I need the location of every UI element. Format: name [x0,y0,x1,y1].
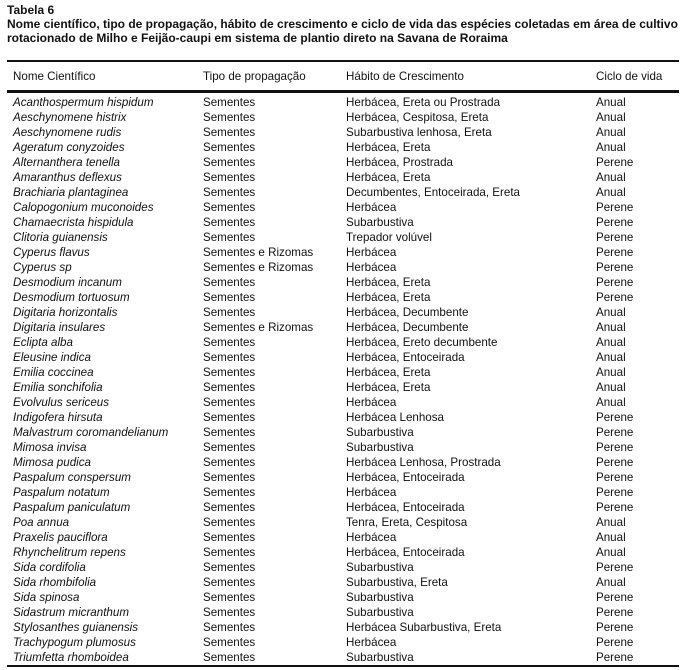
cell-life-cycle: Perene [596,156,634,169]
cell-growth-habit: Herbácea, Prostrada [346,156,453,169]
cell-propagation: Sementes [203,501,256,514]
table-row [7,530,679,545]
cell-life-cycle: Anual [596,186,626,199]
cell-propagation: Sementes e Rizomas [203,246,314,259]
cell-growth-habit: Herbácea, Ereta [346,366,431,379]
species-table-container [7,60,679,667]
table-row [7,590,679,605]
cell-propagation: Sementes [203,411,256,424]
cell-propagation: Sementes [203,306,256,319]
header-growth-habit: Hábito de Crescimento [346,69,464,83]
cell-growth-habit: Herbácea, Entoceirada [346,471,465,484]
header-row [7,62,679,90]
cell-growth-habit: Decumbentes, Entoceirada, Ereta [346,186,521,199]
cell-growth-habit: Subarbustiva [346,426,414,439]
cell-propagation: Sementes [203,561,256,574]
cell-growth-habit: Herbácea, Ereta [346,141,431,154]
cell-scientific-name: Triumfetta rhomboidea [13,651,129,664]
cell-life-cycle: Perene [596,426,634,439]
header-scientific-name: Nome Científico [13,69,96,83]
cell-propagation: Sementes [203,456,256,469]
cell-propagation: Sementes e Rizomas [203,261,314,274]
cell-growth-habit: Herbácea Lenhosa [346,411,444,424]
cell-propagation: Sementes [203,216,256,229]
cell-scientific-name: Clitoria guianensis [13,231,108,244]
cell-life-cycle: Anual [596,111,626,124]
cell-life-cycle: Perene [596,411,634,424]
cell-propagation: Sementes [203,276,256,289]
table-label: Tabela 6 [7,3,55,17]
table-row [7,305,679,320]
cell-growth-habit: Herbácea [346,246,397,259]
table-row [7,545,679,560]
table-row [7,470,679,485]
species-table [7,62,679,665]
cell-propagation: Sementes [203,186,256,199]
cell-scientific-name: Paspalum notatum [13,486,110,499]
cell-propagation: Sementes [203,171,256,184]
cell-scientific-name: Mimosa invisa [13,441,87,454]
cell-life-cycle: Anual [596,396,626,409]
table-row [7,395,679,410]
cell-life-cycle: Anual [596,381,626,394]
cell-life-cycle: Anual [596,126,626,139]
table-row [7,335,679,350]
cell-scientific-name: Emilia coccinea [13,366,94,379]
cell-life-cycle: Perene [596,216,634,229]
cell-life-cycle: Anual [596,516,626,529]
table-row [7,350,679,365]
cell-propagation: Sementes e Rizomas [203,321,314,334]
cell-life-cycle: Perene [596,561,634,574]
cell-scientific-name: Cyperus flavus [13,246,90,259]
cell-scientific-name: Digitaria insulares [13,321,106,334]
cell-scientific-name: Poa annua [13,516,70,529]
cell-growth-habit: Herbácea, Ereta [346,276,431,289]
table-row [7,515,679,530]
cell-propagation: Sementes [203,636,256,649]
cell-propagation: Sementes [203,291,256,304]
cell-scientific-name: Paspalum paniculatum [13,501,131,514]
cell-scientific-name: Aeschynomene histrix [13,111,127,124]
cell-life-cycle: Perene [596,441,634,454]
cell-scientific-name: Malvastrum coromandelianum [13,426,169,439]
cell-scientific-name: Stylosanthes guianensis [13,621,139,634]
cell-life-cycle: Anual [596,306,626,319]
cell-life-cycle: Perene [596,471,634,484]
cell-propagation: Sementes [203,621,256,634]
cell-growth-habit: Herbácea [346,636,397,649]
cell-growth-habit: Herbácea [346,531,397,544]
cell-scientific-name: Emilia sonchifolia [13,381,103,394]
cell-life-cycle: Anual [596,141,626,154]
table-row [7,290,679,305]
cell-scientific-name: Acanthospermum hispidum [13,96,154,109]
cell-propagation: Sementes [203,141,256,154]
cell-scientific-name: Calopogonium muconoides [13,201,154,214]
cell-propagation: Sementes [203,126,256,139]
table-title: Nome científico, tipo de propagação, hábito de crescimento e ciclo de vida das espécies coletadas em área de cultivo rotacionado de Milho e Feijão-caupi em sistema de plantio direto na Savana de Roraima [7,17,678,45]
cell-scientific-name: Amaranthus deflexus [13,171,122,184]
cell-growth-habit: Tenra, Ereta, Cespitosa [346,516,468,529]
cell-scientific-name: Mimosa pudica [13,456,91,469]
cell-growth-habit: Herbácea, Cespitosa, Ereta [346,111,489,124]
cell-growth-habit: Herbácea, Decumbente [346,321,469,334]
cell-life-cycle: Anual [596,366,626,379]
header-life-cycle: Ciclo de vida [596,69,663,83]
cell-growth-habit: Herbácea [346,261,397,274]
cell-scientific-name: Paspalum conspersum [13,471,131,484]
cell-growth-habit: Herbácea, Entoceirada [346,351,465,364]
table-row [7,440,679,455]
table-row [7,650,679,665]
cell-scientific-name: Alternanthera tenella [13,156,120,169]
cell-propagation: Sementes [203,111,256,124]
table-row [7,170,679,185]
cell-life-cycle: Anual [596,321,626,334]
cell-propagation: Sementes [203,336,256,349]
cell-scientific-name: Digitaria horizontalis [13,306,118,319]
table-body [7,93,679,665]
cell-life-cycle: Perene [596,501,634,514]
cell-growth-habit: Herbácea, Ereta [346,291,431,304]
table-row [7,185,679,200]
cell-growth-habit: Herbácea, Ereta ou Prostrada [346,96,501,109]
header-propagation: Tipo de propagação [203,69,306,83]
cell-life-cycle: Anual [596,531,626,544]
table-row [7,575,679,590]
cell-growth-habit: Subarbustiva lenhosa, Ereta [346,126,492,139]
cell-life-cycle: Perene [596,621,634,634]
cell-life-cycle: Anual [596,96,626,109]
cell-scientific-name: Sida spinosa [13,591,80,604]
cell-propagation: Sementes [203,156,256,169]
cell-life-cycle: Perene [596,231,634,244]
cell-scientific-name: Eclipta alba [13,336,73,349]
cell-scientific-name: Trachypogum plumosus [13,636,136,649]
cell-growth-habit: Subarbustiva [346,606,414,619]
table-row [7,455,679,470]
cell-life-cycle: Anual [596,351,626,364]
cell-growth-habit: Herbácea, Decumbente [346,306,469,319]
cell-growth-habit: Subarbustiva [346,441,414,454]
table-row [7,560,679,575]
cell-scientific-name: Aeschynomene rudis [13,126,122,139]
cell-scientific-name: Cyperus sp [13,261,72,274]
cell-life-cycle: Perene [596,261,634,274]
cell-scientific-name: Sidastrum micranthum [13,606,129,619]
cell-growth-habit: Herbácea, Entoceirada [346,501,465,514]
cell-propagation: Sementes [203,606,256,619]
cell-propagation: Sementes [203,531,256,544]
cell-scientific-name: Sida rhombifolia [13,576,97,589]
table-row [7,635,679,650]
table-row [7,110,679,125]
cell-life-cycle: Perene [596,651,634,664]
cell-propagation: Sementes [203,576,256,589]
cell-propagation: Sementes [203,351,256,364]
cell-life-cycle: Perene [596,636,634,649]
cell-scientific-name: Sida cordifolia [13,561,86,574]
table-bottom-rule [7,665,679,667]
cell-life-cycle: Perene [596,276,634,289]
cell-life-cycle: Anual [596,171,626,184]
cell-growth-habit: Herbácea [346,201,397,214]
cell-life-cycle: Perene [596,201,634,214]
cell-propagation: Sementes [203,441,256,454]
cell-life-cycle: Perene [596,486,634,499]
table-row [7,380,679,395]
table-caption [7,3,679,45]
table-row [7,140,679,155]
cell-growth-habit: Herbácea Lenhosa, Prostrada [346,456,501,469]
cell-propagation: Sementes [203,591,256,604]
table-row [7,410,679,425]
table-row [7,155,679,170]
cell-life-cycle: Perene [596,456,634,469]
table-header [7,62,679,93]
cell-scientific-name: Praxelis pauciflora [13,531,108,544]
cell-propagation: Sementes [203,651,256,664]
table-row [7,215,679,230]
cell-propagation: Sementes [203,96,256,109]
cell-growth-habit: Subarbustiva [346,561,414,574]
cell-life-cycle: Perene [596,291,634,304]
cell-life-cycle: Perene [596,246,634,259]
table-row [7,320,679,335]
cell-scientific-name: Evolvulus sericeus [13,396,110,409]
cell-scientific-name: Rhynchelitrum repens [13,546,126,559]
cell-scientific-name: Eleusine indica [13,351,91,364]
cell-life-cycle: Anual [596,546,626,559]
cell-propagation: Sementes [203,486,256,499]
cell-growth-habit: Herbácea [346,486,397,499]
cell-propagation: Sementes [203,516,256,529]
cell-propagation: Sementes [203,381,256,394]
cell-growth-habit: Herbácea, Entoceirada [346,546,465,559]
table-row [7,620,679,635]
cell-propagation: Sementes [203,366,256,379]
cell-growth-habit: Subarbustiva [346,216,414,229]
cell-propagation: Sementes [203,426,256,439]
table-row [7,230,679,245]
cell-life-cycle: Anual [596,576,626,589]
cell-propagation: Sementes [203,201,256,214]
cell-growth-habit: Subarbustiva, Ereta [346,576,448,589]
cell-scientific-name: Ageratum conyzoides [13,141,125,154]
cell-growth-habit: Subarbustiva [346,591,414,604]
cell-propagation: Sementes [203,546,256,559]
table-row [7,260,679,275]
cell-growth-habit: Herbácea Subarbustiva, Ereta [346,621,502,634]
cell-growth-habit: Herbácea, Ereta [346,381,431,394]
table-row [7,275,679,290]
cell-scientific-name: Brachiaria plantaginea [13,186,129,199]
table-row [7,500,679,515]
cell-scientific-name: Desmodium tortuosum [13,291,130,304]
cell-life-cycle: Anual [596,336,626,349]
table-row [7,93,679,110]
cell-growth-habit: Trepador volúvel [346,231,432,244]
cell-propagation: Sementes [203,231,256,244]
cell-propagation: Sementes [203,471,256,484]
table-row [7,200,679,215]
cell-propagation: Sementes [203,396,256,409]
cell-life-cycle: Perene [596,606,634,619]
table-row [7,245,679,260]
table-row [7,425,679,440]
cell-growth-habit: Herbácea [346,396,397,409]
cell-growth-habit: Subarbustiva [346,651,414,664]
cell-scientific-name: Indigofera hirsuta [13,411,103,424]
cell-life-cycle: Perene [596,591,634,604]
cell-growth-habit: Herbácea, Ereto decumbente [346,336,498,349]
cell-growth-habit: Herbácea, Ereta [346,171,431,184]
table-row [7,485,679,500]
table-row [7,605,679,620]
cell-scientific-name: Chamaecrista hispidula [13,216,134,229]
table-row [7,365,679,380]
cell-scientific-name: Desmodium incanum [13,276,122,289]
table-row [7,125,679,140]
